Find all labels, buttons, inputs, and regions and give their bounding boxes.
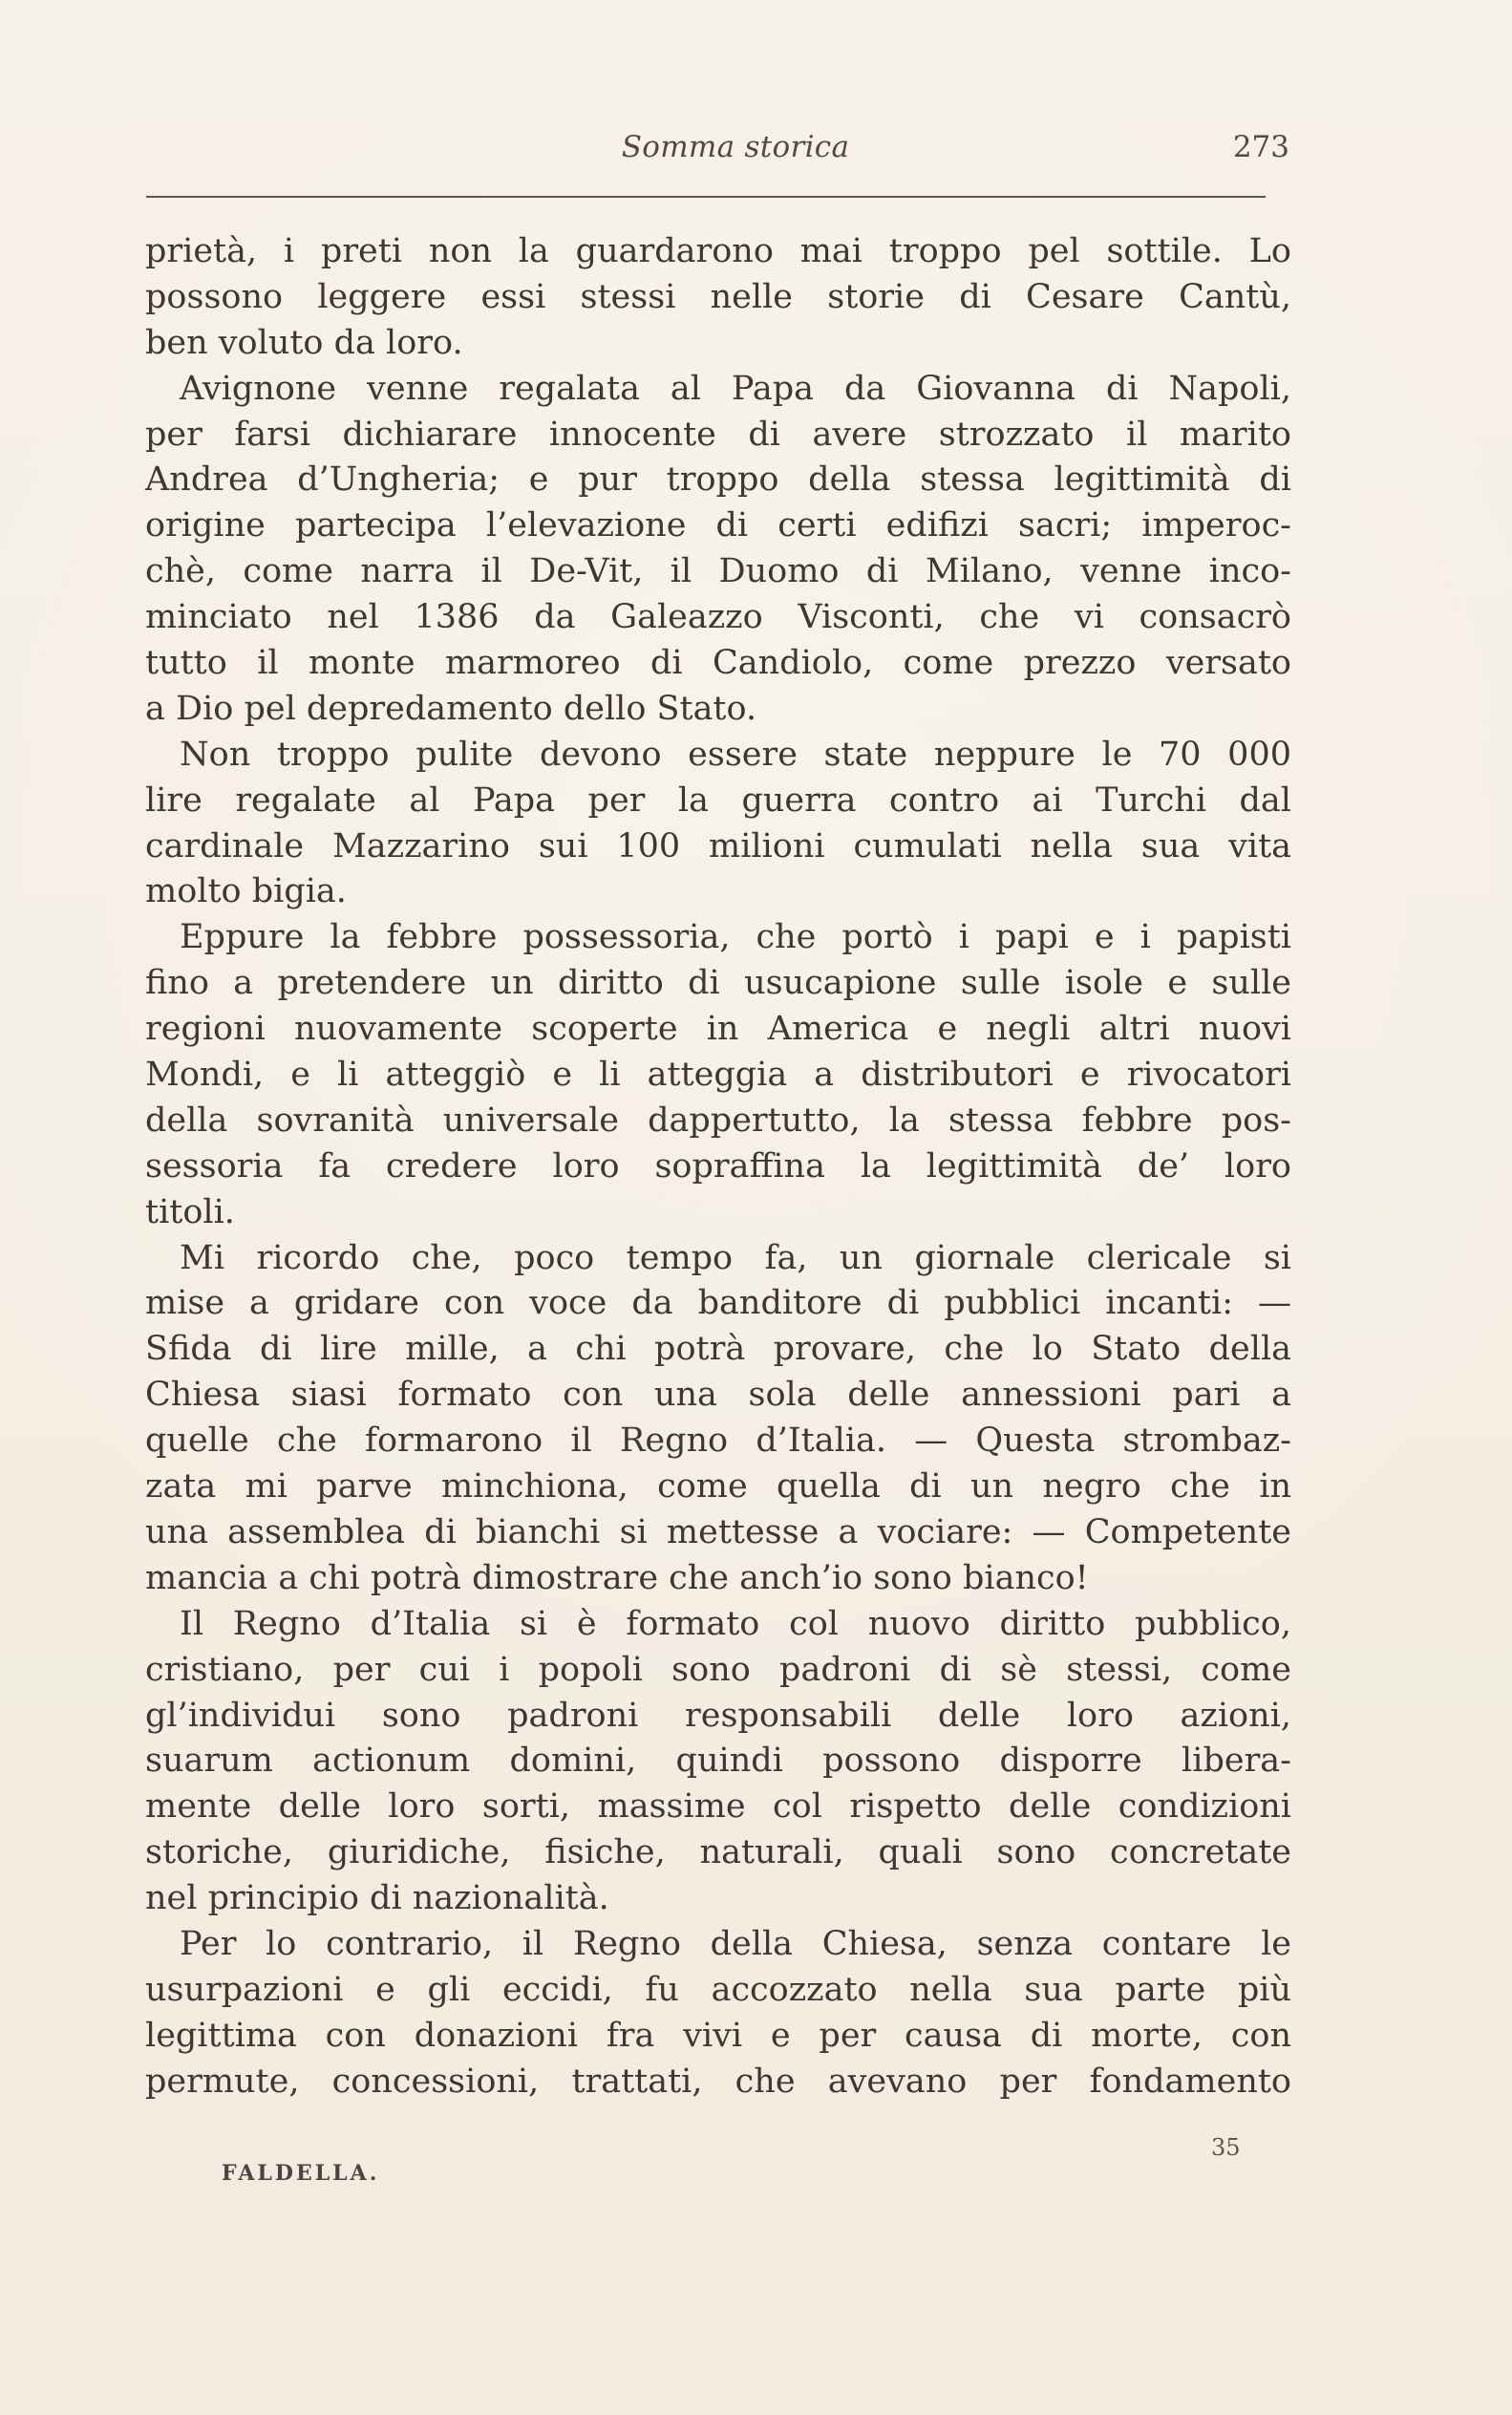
text-line: mise a gridare con voce da banditore di pubblici incanti: — [145, 1284, 1291, 1323]
text-line: possono leggere essi stessi nelle storie di Cesare Cantù, [145, 277, 1291, 316]
text-line: chè, come narra il De-Vit, il Duomo di Milano, venne inco- [145, 552, 1291, 591]
text-line: della sovranità universale dappertutto, la stessa febbre pos- [145, 1101, 1291, 1140]
text-line: gl’individui sono padroni responsabili delle loro azioni, [145, 1696, 1291, 1735]
text-line: suarum actionum domini, quindi possono disporre libera- [145, 1742, 1291, 1781]
footer-signature-number: 35 [1211, 2134, 1241, 2161]
text-line: una assemblea di bianchi si mettesse a vociare: — Competente [145, 1512, 1291, 1551]
text-line: ben voluto da loro. [145, 323, 463, 362]
text-line: Avignone venne regalata al Papa da Giovanna di Napoli, [180, 369, 1291, 408]
text-line: fino a pretendere un diritto di usucapione sulle isole e sulle [145, 964, 1291, 1003]
text-line: nel principio di nazionalità. [145, 1879, 609, 1918]
page-number: 273 [1232, 130, 1289, 164]
text-line: cardinale Mazzarino sui 100 milioni cumulati nella sua vita [145, 826, 1291, 866]
running-title: Somma storica [621, 130, 850, 164]
text-line: quelle che formarono il Regno d’Italia. — Questa strombaz- [145, 1421, 1291, 1461]
text-line: minciato nel 1386 da Galeazzo Visconti, che vi consacrò [145, 598, 1291, 637]
text-line: Per lo contrario, il Regno della Chiesa, senza contare le [180, 1924, 1291, 1963]
text-line: a Dio pel depredamento dello Stato. [145, 689, 757, 728]
text-line: sessoria fa credere loro sopraffina la legittimità de’ loro [145, 1146, 1291, 1186]
text-line: Sfida di lire mille, a chi potrà provare, che lo Stato della [145, 1330, 1291, 1369]
text-line: Non troppo pulite devono essere state neppure le 70 000 [180, 735, 1291, 774]
text-line: legittima con donazioni fra vivi e per causa di morte, con [145, 2016, 1291, 2055]
footer-signature: FALDELLA. [222, 2161, 380, 2186]
header-rule [146, 196, 1266, 198]
text-line: Chiesa siasi formato con una sola delle annessioni pari a [145, 1376, 1291, 1415]
text-line: origine partecipa l’elevazione di certi edifizi sacri; imperoc- [145, 506, 1291, 545]
text-line: Eppure la febbre possessoria, che portò i papi e i papisti [180, 918, 1291, 957]
text-line: Mi ricordo che, poco tempo fa, un giornale clericale si [180, 1238, 1291, 1277]
text-line: permute, concessioni, trattati, che avevano per fondamento [145, 2062, 1291, 2101]
text-line: titoli. [145, 1192, 235, 1231]
text-line: per farsi dichiarare innocente di avere strozzato il marito [145, 415, 1291, 454]
running-header [162, 130, 1289, 168]
text-line: tutto il monte marmoreo di Candiolo, come prezzo versato [145, 644, 1291, 683]
text-line: storiche, giuridiche, fisiche, naturali, quali sono concretate [145, 1833, 1291, 1872]
main-text-block [145, 229, 1291, 2105]
text-line: regioni nuovamente scoperte in America e negli altri nuovi [145, 1010, 1291, 1049]
text-line: mancia a chi potrà dimostrare che anch’io sono bianco! [145, 1558, 1089, 1597]
text-line: usurpazioni e gli eccidi, fu accozzato nella sua parte più [145, 1970, 1291, 2009]
text-line: lire regalate al Papa per la guerra contro ai Turchi dal [145, 780, 1291, 820]
text-line: Il Regno d’Italia si è formato col nuovo diritto pubblico, [180, 1604, 1291, 1643]
text-line: Mondi, e li atteggiò e li atteggia a distributori e rivocatori [145, 1056, 1291, 1095]
text-line: prietà, i preti non la guardarono mai troppo pel sottile. Lo [145, 232, 1291, 270]
text-line: molto bigia. [145, 872, 347, 911]
text-line: zata mi parve minchiona, come quella di un negro che in [145, 1467, 1291, 1507]
text-line: cristiano, per cui i popoli sono padroni di sè stessi, come [145, 1650, 1291, 1689]
text-line: mente delle loro sorti, massime col rispetto delle condizioni [145, 1787, 1291, 1827]
text-line: Andrea d’Ungheria; e pur troppo della stessa legittimità di [145, 460, 1291, 500]
